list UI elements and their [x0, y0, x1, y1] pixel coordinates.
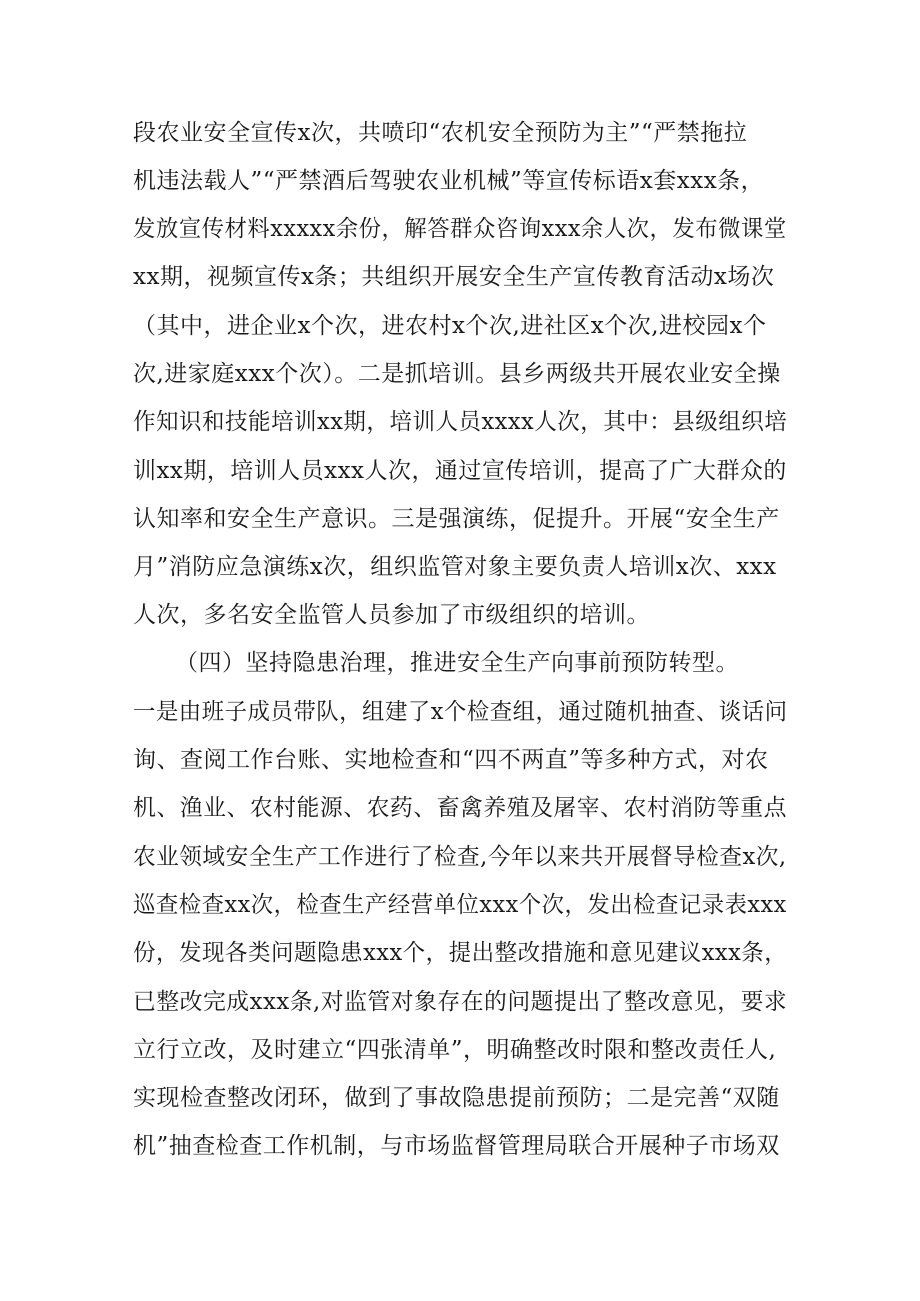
body-line: 份，发现各类问题隐患xxx个，提出整改措施和意见建议xxx条，	[133, 940, 788, 966]
body-line: 实现检查整改闭环，做到了事故隐患提前预防；二是完善“双随	[133, 1085, 780, 1111]
body-line: 农业领域安全生产工作进行了检查,今年以来共开展督导检查x次,	[133, 844, 787, 870]
body-line: 一是由班子成员带队，组建了x个检查组，通过随机抽查、谈话问	[133, 699, 788, 725]
body-line: 段农业安全宣传x次，共喷印“农机安全预防为主”“严禁拖拉	[133, 120, 748, 146]
body-line: 机、渔业、农村能源、农药、畜禽养殖及屠宰、农村消防等重点	[133, 795, 787, 821]
body-line: 巡查检查xx次，检查生产经营单位xxx个次，发出检查记录表xxx	[133, 892, 787, 918]
body-line: xx期，视频宣传x条；共组织开展安全生产宣传教育活动x场次	[133, 264, 775, 290]
body-line: 人次，多名安全监管人员参加了市级组织的培训。	[133, 602, 650, 628]
section-heading: （四）坚持隐患治理，推进安全生产向事前预防转型。	[175, 650, 739, 676]
body-line: 立行立改，及时建立“四张清单”，明确整改时限和整改责任人,	[133, 1037, 777, 1063]
body-line: 月”消防应急演练x次，组织监管对象主要负责人培训x次、xxx	[133, 554, 777, 580]
body-line: 发放宣传材料xxxxx余份，解答群众咨询xxx余人次，发布微课堂	[133, 216, 787, 242]
body-line: 机”抽查检查工作机制，与市场监督管理局联合开展种子市场双	[133, 1133, 780, 1159]
body-line: 机违法载人”“严禁酒后驾驶农业机械”等宣传标语x套xxx条，	[133, 168, 765, 194]
body-line: 次,进家庭xxx个次）。二是抓培训。县乡两级共开展农业安全操	[133, 361, 781, 387]
body-line: （其中，进企业x个次，进农村x个次,进社区x个次,进校园x个	[133, 313, 767, 339]
body-line: 询、查阅工作台账、实地检查和“四不两直”等多种方式，对农	[133, 747, 769, 773]
body-line: 认知率和安全生产意识。三是强演练，促提升。开展“安全生产	[133, 506, 780, 532]
body-line: 训xx期，培训人员xxx人次，通过宣传培训，提高了广大群众的	[133, 458, 787, 484]
body-line: 已整改完成xxx条,对监管对象存在的问题提出了整改意见，要求	[133, 989, 788, 1015]
body-line: 作知识和技能培训xx期，培训人员xxxx人次，其中：县级组织培	[133, 409, 788, 435]
